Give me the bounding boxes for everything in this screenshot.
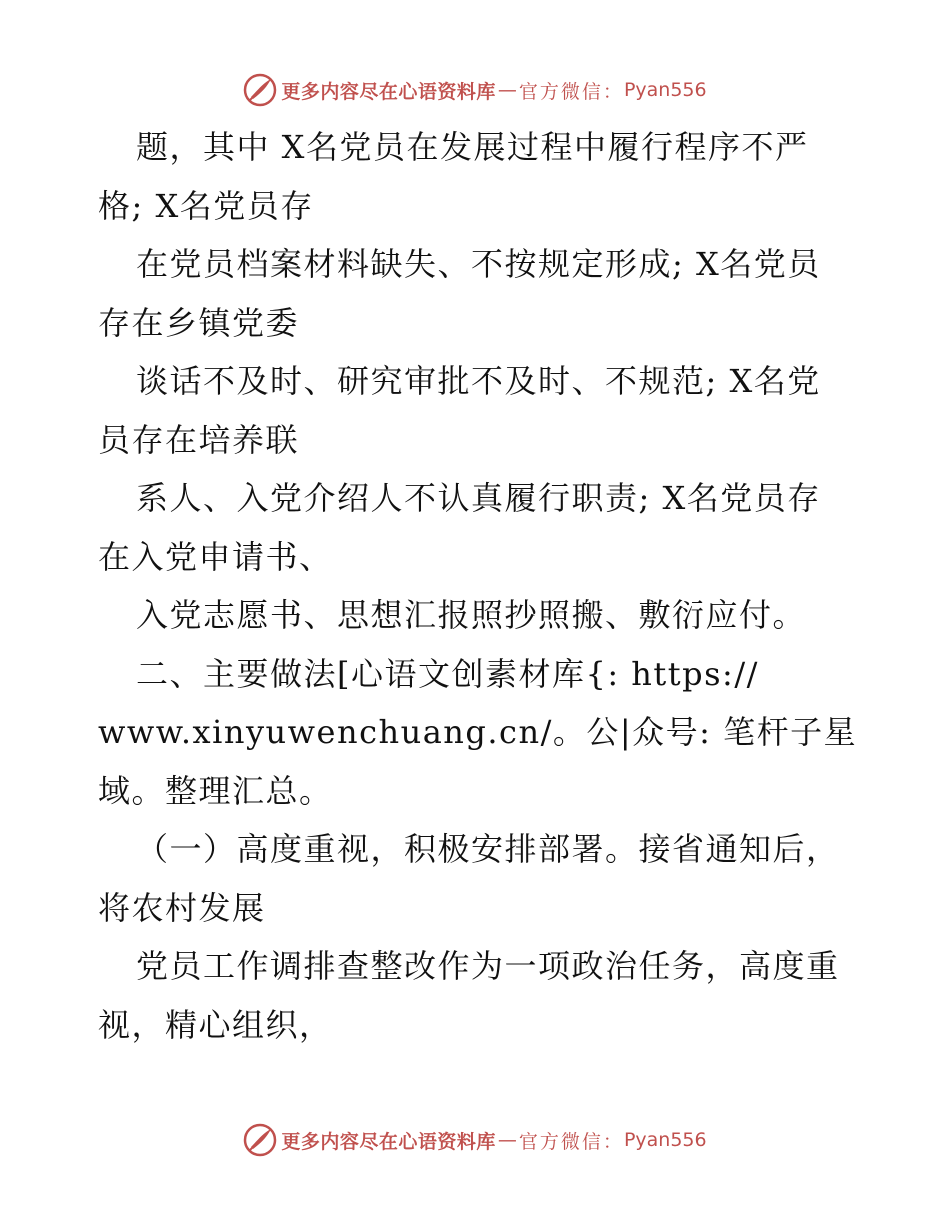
header-banner — [0, 70, 950, 110]
section-heading: 二、主要做法[心语文创素材库{: https:// — [136, 654, 759, 693]
banner-brand-text: 更多内容尽在心语资料库 — [281, 1130, 496, 1153]
banner-official-label: 官方微信： — [518, 1130, 624, 1153]
text-line: 域。整理汇总。 — [98, 771, 333, 810]
banner-separator: — — [497, 79, 517, 101]
footer-banner — [0, 1120, 950, 1160]
text-line: www.xinyuwenchuang.cn/。公|众号: 笔杆子星 — [98, 713, 858, 751]
banner-wechat-id: Pyan556 — [623, 1129, 707, 1151]
text-line: 党员工作调排查整改作为一项政治任务，高度重 — [136, 947, 840, 985]
text-line: 员存在培养联 — [98, 420, 300, 459]
document-body — [98, 118, 888, 1054]
feather-logo-icon — [243, 73, 277, 107]
banner-wechat-id: Pyan556 — [623, 79, 707, 101]
banner-brand-text: 更多内容尽在心语资料库 — [281, 80, 496, 103]
text-line: 谈话不及时、研究审批不及时、不规范; X名党 — [136, 362, 821, 400]
text-line: 系人、入党介绍人不认真履行职责; X名党员存 — [136, 479, 821, 517]
feather-logo-icon — [243, 1123, 277, 1157]
subsection-heading: （一）高度重视，积极安排部署。接省通知后， — [136, 830, 840, 868]
text-line: 视，精心组织， — [98, 1005, 333, 1044]
text-line: 在党员档案材料缺失、不按规定形成; X名党员 — [136, 245, 821, 283]
text-line: 入党志愿书、思想汇报照抄照搬、敷衍应付。 — [136, 596, 807, 634]
text-line: 将农村发展 — [98, 888, 266, 927]
text-line: 题，其中 X名党员在发展过程中履行程序不严 — [136, 128, 809, 166]
banner-official-label: 官方微信： — [518, 80, 624, 103]
banner-separator: — — [497, 1129, 517, 1151]
text-line: 存在乡镇党委 — [98, 303, 300, 342]
text-line: 格; X名党员存 — [98, 186, 314, 225]
text-line: 在入党申请书、 — [98, 537, 333, 576]
